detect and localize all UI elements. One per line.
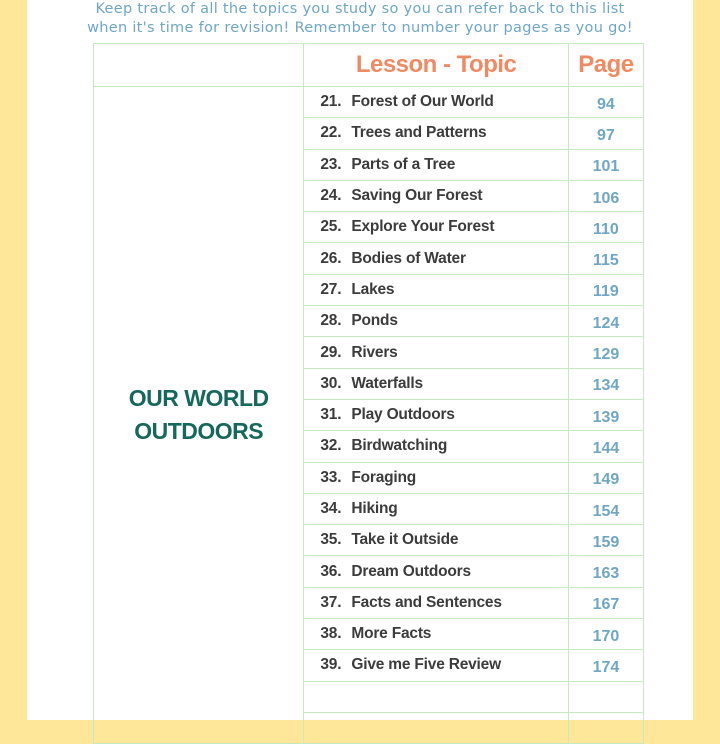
lesson-topic-cell — [304, 243, 568, 274]
lesson-topic-cell — [304, 525, 568, 556]
page-number: 110 — [568, 212, 643, 243]
contents-table — [93, 43, 644, 744]
lesson-topic-cell — [304, 493, 568, 524]
header-unit-cell — [94, 44, 304, 87]
page-number: 115 — [568, 243, 643, 274]
lesson-number: 34. — [320, 500, 342, 517]
lesson-number: 37. — [320, 593, 342, 611]
lesson-number: 27. — [320, 280, 342, 298]
lesson-topic-cell — [304, 149, 568, 180]
lesson-topic-cell — [304, 274, 568, 305]
page-number: 170 — [568, 619, 643, 650]
lesson-topic: Ponds — [351, 312, 398, 330]
lesson-number: 24. — [320, 187, 342, 205]
lesson-topic: Take it Outside — [351, 531, 459, 549]
lesson-topic-cell — [304, 681, 568, 712]
lesson-number: 25. — [320, 218, 342, 236]
lesson-number: 21. — [320, 93, 342, 111]
lesson-number: 26. — [320, 249, 342, 267]
lesson-number: 35. — [320, 531, 342, 549]
unit-title-line-2: OUTDOORS — [134, 418, 264, 445]
instructions-text — [27, 0, 693, 38]
lesson-topic: Dream Outdoors — [351, 562, 471, 580]
page-number: 154 — [568, 493, 643, 524]
lesson-topic-cell — [304, 556, 568, 587]
lesson-topic-cell — [304, 619, 568, 650]
lesson-topic-cell — [304, 650, 568, 681]
page-number: 139 — [568, 399, 643, 430]
lesson-topic-cell — [304, 431, 568, 462]
lesson-number: 39. — [320, 656, 342, 674]
lesson-number: 33. — [320, 468, 342, 486]
page-number: 129 — [568, 337, 643, 368]
lesson-topic: Parts of a Tree — [351, 155, 456, 173]
lesson-topic: Explore Your Forest — [351, 218, 495, 236]
lesson-topic-cell — [304, 368, 568, 399]
header-page: Page — [568, 44, 643, 87]
lesson-topic-cell — [304, 180, 568, 211]
table-header-row — [94, 44, 644, 87]
lesson-topic-cell — [304, 87, 568, 118]
lesson-number: 36. — [320, 562, 342, 580]
lesson-topic: Give me Five Review — [351, 656, 501, 674]
page-number: 97 — [568, 118, 643, 149]
lesson-topic: Rivers — [351, 343, 398, 361]
lesson-number: 23. — [320, 155, 342, 173]
page-number: 106 — [568, 180, 643, 211]
page-number: 119 — [568, 274, 643, 305]
page-number — [568, 712, 643, 743]
lesson-topic: Forest of Our World — [351, 93, 494, 111]
lesson-number: 28. — [320, 312, 342, 330]
lesson-topic-cell — [304, 712, 568, 743]
page-number: 149 — [568, 462, 643, 493]
lesson-topic-cell — [304, 306, 568, 337]
unit-title-line-1: OUR WORLD — [128, 385, 269, 412]
lesson-topic-cell — [304, 118, 568, 149]
lesson-number: 38. — [320, 625, 342, 643]
page-number: 174 — [568, 650, 643, 681]
page-number: 163 — [568, 556, 643, 587]
lesson-topic: Foraging — [351, 468, 417, 486]
lesson-topic: Birdwatching — [351, 437, 448, 455]
lesson-topic: Lakes — [351, 280, 395, 298]
instructions-line-1: Keep track of all the topics you study so you can refer back to this list — [95, 1, 625, 17]
table-row — [94, 87, 644, 118]
lesson-topic: Bodies of Water — [351, 249, 466, 267]
lesson-topic-cell — [304, 399, 568, 430]
page-number: 134 — [568, 368, 643, 399]
lesson-topic-cell — [304, 212, 568, 243]
lesson-topic: Waterfalls — [351, 374, 423, 392]
page-number: 94 — [568, 87, 643, 118]
page-number: 167 — [568, 587, 643, 618]
header-lesson-topic: Lesson - Topic — [304, 44, 568, 87]
lesson-topic-cell — [304, 337, 568, 368]
instructions-line-2: when it's time for revision! Remember to number your pages as you go! — [87, 20, 633, 36]
lesson-topic-cell — [304, 587, 568, 618]
lesson-topic: More Facts — [351, 625, 432, 643]
page-number — [568, 681, 643, 712]
lesson-topic: Saving Our Forest — [351, 187, 483, 205]
lesson-number: 22. — [320, 124, 342, 142]
lesson-number: 30. — [320, 374, 342, 392]
lesson-number: 31. — [320, 406, 342, 424]
page-number: 159 — [568, 525, 643, 556]
lesson-topic: Hiking — [351, 500, 398, 517]
lesson-topic: Facts and Sentences — [351, 593, 502, 611]
worksheet-page — [27, 0, 693, 720]
page-number: 101 — [568, 149, 643, 180]
lesson-number: 29. — [320, 343, 342, 361]
lesson-topic: Trees and Patterns — [351, 124, 487, 142]
lesson-number: 32. — [320, 437, 342, 455]
page-number: 124 — [568, 306, 643, 337]
page-number: 144 — [568, 431, 643, 462]
lesson-topic: Play Outdoors — [351, 406, 455, 424]
lesson-topic-cell — [304, 462, 568, 493]
unit-title — [94, 87, 304, 744]
